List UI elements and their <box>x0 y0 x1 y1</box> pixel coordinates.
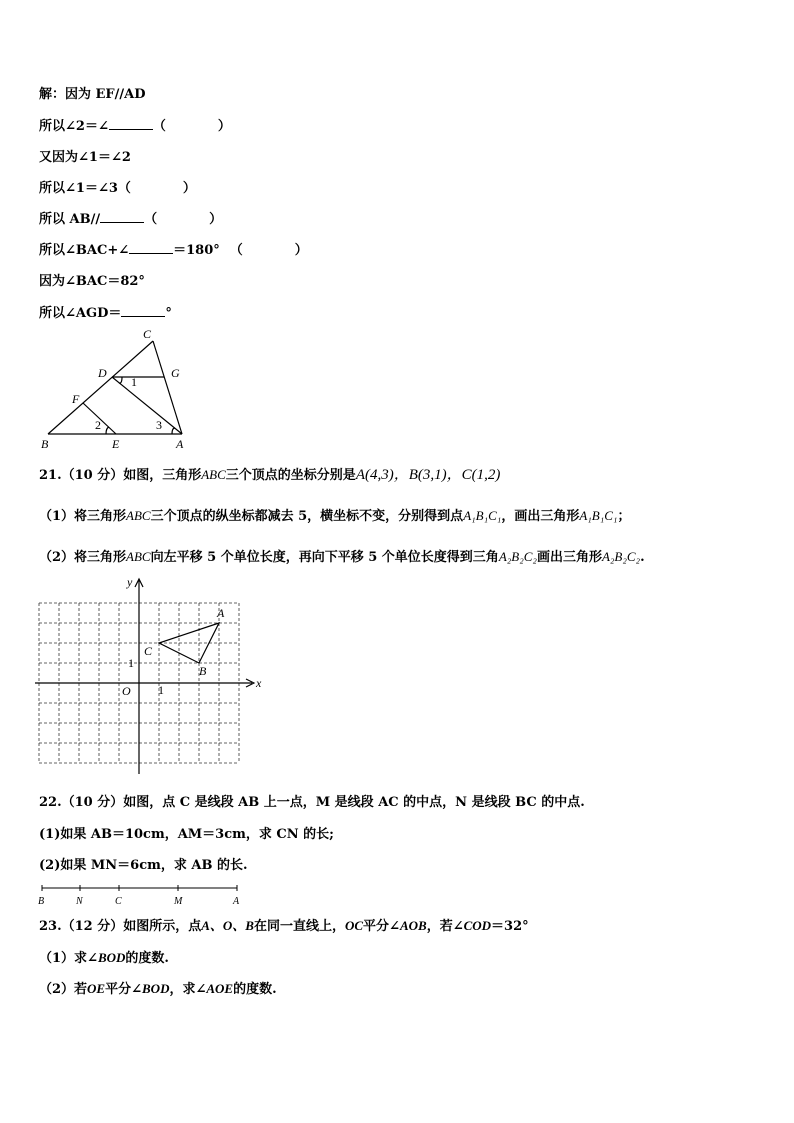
seg-label-A: A <box>233 896 240 907</box>
q23-cod: COD <box>463 918 492 933</box>
q21-abc: ABC <box>126 508 151 523</box>
q21-triangle: A₁B₁C₁ <box>579 508 618 523</box>
proof-line-3: 又因为∠1＝∠2 <box>39 150 131 165</box>
proof-line-1: 解：因为 EF//AD <box>39 87 146 102</box>
q21-points: A₂B₂C₂ <box>498 549 537 564</box>
point-C-label: C <box>144 644 153 658</box>
label-G: G <box>171 366 180 380</box>
q21-text: 21.（10 分）如图，三角形 <box>39 468 202 483</box>
q23-bod: BOD <box>97 950 126 965</box>
proof-line-4 <box>39 177 196 196</box>
q21-stem <box>39 463 500 484</box>
q21-text: 向左平移 5 个单位长度，再向下平移 5 个单位长度得到三角 <box>150 550 499 565</box>
q23-text: （1）求∠ <box>39 951 98 966</box>
angle-3-arc <box>172 428 175 434</box>
angle-1-arc <box>119 377 122 383</box>
answer-blank[interactable] <box>129 241 173 254</box>
reason-paren: （ ） <box>229 243 308 258</box>
answer-blank[interactable] <box>121 304 165 317</box>
triangle-figure <box>30 322 200 452</box>
q23-text: ＝32° <box>491 919 529 934</box>
label-D: D <box>98 366 107 380</box>
proof-text: 所以 AB// <box>39 212 101 227</box>
point-A-label: A <box>217 606 225 620</box>
proof-text: ＝180° <box>173 243 220 258</box>
q21-text: （1）将三角形 <box>39 509 127 524</box>
proof-line-8 <box>39 302 172 321</box>
y-tick-1: 1 <box>128 656 134 670</box>
q23-text: 平分∠ <box>363 919 400 934</box>
proof-line-2 <box>39 115 231 134</box>
seg-label-B: B <box>38 896 45 907</box>
label-angle-3: 3 <box>156 418 162 432</box>
label-angle-2: 2 <box>95 418 101 432</box>
x-tick-1: 1 <box>158 683 164 697</box>
q23-part1 <box>39 947 169 966</box>
coordinate-grid <box>30 574 270 779</box>
q23-text: 23.（12 分）如图所示，点 <box>39 919 202 934</box>
q23-text: （2）若 <box>39 982 88 997</box>
segment-DA <box>112 377 182 434</box>
label-A: A <box>176 437 184 451</box>
q21-part2 <box>39 546 645 565</box>
proof-text: ° <box>165 306 172 321</box>
q23-aob: AOB <box>399 918 427 933</box>
q21-text: （2）将三角形 <box>39 550 127 565</box>
q22-stem: 22.（10 分）如图，点 C 是线段 AB 上一点，M 是线段 AC 的中点，N 是线段 BC 的中点. <box>39 795 585 810</box>
q21-text: ； <box>617 509 631 524</box>
label-B: B <box>41 437 49 451</box>
seg-label-M: M <box>174 896 183 907</box>
q23-aoe: AOE <box>206 981 234 996</box>
point-B-label: B <box>199 664 207 678</box>
q22-part1: (1)如果 AB＝10cm，AM＝3cm，求 CN 的长; <box>39 827 334 842</box>
seg-label-N: N <box>76 896 83 907</box>
q21-text: ，画出三角形 <box>501 509 580 524</box>
segment-figure <box>30 880 250 908</box>
q23-bod: BOD <box>142 981 170 996</box>
answer-blank[interactable] <box>100 210 144 223</box>
proof-text: 所以∠1＝∠3 <box>39 181 118 196</box>
origin-label: O <box>122 684 131 698</box>
q23-points: A、O、B <box>201 918 254 933</box>
q21-text: . <box>640 550 645 565</box>
q23-stem <box>39 915 529 934</box>
answer-blank[interactable] <box>109 117 153 130</box>
q23-oc: OC <box>344 918 364 933</box>
label-angle-1: 1 <box>131 375 137 389</box>
q21-part1 <box>39 505 630 524</box>
label-C: C <box>143 327 152 341</box>
q23-text: ，求∠ <box>169 982 207 997</box>
q23-oe: OE <box>87 981 106 996</box>
proof-line-6 <box>39 239 308 258</box>
q22-part2: (2)如果 MN＝6cm，求 AB 的长. <box>39 858 248 873</box>
q23-text: ，若∠ <box>426 919 464 934</box>
q23-text: 平分∠ <box>105 982 143 997</box>
proof-text: 所以∠BAC+∠ <box>39 243 130 258</box>
q21-coords: A(4,3)，B(3,1)，C(1,2) <box>355 467 501 483</box>
q23-text: 的度数. <box>233 982 277 997</box>
label-F: F <box>72 392 80 406</box>
q21-text: 画出三角形 <box>536 550 602 565</box>
reason-paren: （ ） <box>144 212 223 227</box>
q21-abc: ABC <box>126 549 151 564</box>
reason-paren: （ ） <box>117 181 196 196</box>
proof-line-7: 因为∠BAC＝82° <box>39 274 145 289</box>
q21-text: 三个顶点的坐标分别是 <box>225 468 356 483</box>
q21-points: A₁B₁C₁ <box>463 508 502 523</box>
q21-text: 三个顶点的纵坐标都减去 5，横坐标不变，分别得到点 <box>150 509 464 524</box>
seg-label-C: C <box>115 896 122 907</box>
y-axis-label: y <box>127 575 133 589</box>
reason-paren: （ ） <box>152 119 231 134</box>
proof-text: 所以∠2＝∠ <box>39 119 109 134</box>
label-E: E <box>112 437 120 451</box>
angle-2-arc <box>106 427 109 434</box>
q23-part2 <box>39 978 277 997</box>
x-axis-label: x <box>256 676 262 690</box>
q21-triangle: A₂B₂C₂ <box>601 549 641 564</box>
q21-abc: ABC <box>201 467 226 482</box>
proof-text: 所以∠AGD＝ <box>39 306 122 321</box>
q23-text: 在同一直线上， <box>253 919 345 934</box>
proof-line-5 <box>39 208 222 227</box>
q23-text: 的度数. <box>125 951 169 966</box>
